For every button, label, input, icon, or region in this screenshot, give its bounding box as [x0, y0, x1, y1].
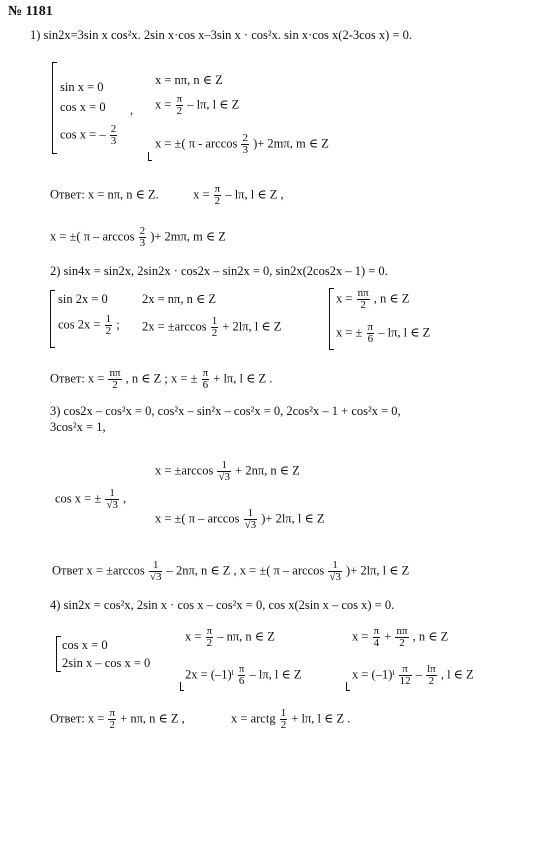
fraction-numerator: 1: [149, 560, 163, 572]
part3-lhs-comma: ,: [123, 491, 127, 506]
part1-result-row3-lhs: x = ±( π - arccos: [155, 136, 238, 151]
part3-result-row2-lhs: x = ±( π – arccos: [155, 511, 240, 526]
part2-answer-fraction1: [108, 368, 121, 391]
fraction-denominator: 2: [428, 675, 435, 687]
fraction-denominator: 3: [242, 144, 248, 156]
fraction-numerator: 1: [211, 315, 218, 327]
part4-answer-b: + nπ, n ∈ Z ,: [120, 711, 185, 726]
part4-final-row1-fraction2: [395, 626, 408, 649]
part1-sys-row3-fraction: [110, 124, 118, 147]
part3-answer-fraction1: [149, 560, 163, 583]
part4-mid-row1: [185, 626, 275, 649]
part4-final-row1-fraction1: [373, 626, 381, 649]
fraction-numerator: π: [399, 664, 412, 676]
part2-final-row1: [336, 288, 409, 311]
fraction-denominator: 2: [176, 105, 183, 117]
fraction-denominator: 2: [105, 325, 112, 337]
part4-final-row1-rhs: , n ∈ Z: [412, 629, 449, 644]
part3-result-row1-fraction: [217, 460, 231, 483]
fraction-denominator: 6: [367, 333, 374, 345]
part1-equation-line: 1) sin2x=3sin x cos²x. 2sin x·cos x–3sin x · cos²x. sin x·cos x(2-3cos x) = 0.: [30, 28, 412, 42]
fraction-numerator: 1: [105, 488, 119, 500]
fraction-numerator: 1: [328, 560, 342, 572]
fraction-denominator: √3: [218, 471, 231, 483]
part4-answer-line: [50, 708, 350, 731]
part4-mid-row1-lhs: x =: [185, 629, 202, 644]
part3-lhs: [55, 488, 126, 511]
fraction-denominator: 2: [214, 195, 221, 207]
part4-final-row1-lhs: x =: [352, 629, 369, 644]
part2-answer-b: , n ∈ Z ; x = ±: [125, 371, 198, 386]
fraction-numerator: π: [109, 707, 116, 719]
fraction-numerator: 2: [139, 225, 146, 237]
fraction-numerator: π: [202, 367, 209, 379]
part2-mid-row2-lhs: 2x = ±arccos: [142, 319, 207, 334]
fraction-numerator: 2: [242, 132, 248, 144]
part1-result-row2-lhs: x =: [155, 97, 172, 112]
part2-final-row2: [336, 322, 430, 345]
part3-result-row2-fraction: [244, 508, 258, 531]
fraction-denominator: 6: [238, 675, 245, 687]
part4-answer-fraction2: [280, 708, 288, 731]
part1-system-bracket: [52, 62, 57, 154]
part4-mid-row1-rhs: – nπ, n ∈ Z: [217, 629, 275, 644]
part3-answer-c: )+ 2lπ, l ∈ Z: [346, 563, 410, 578]
fraction-denominator: 2: [211, 327, 218, 339]
fraction-denominator: √3: [329, 571, 341, 583]
part4-mid-bracket-tick: [180, 682, 184, 691]
part1-answer-fraction: [214, 184, 222, 207]
part2-answer-c: + lπ, l ∈ Z .: [213, 371, 273, 386]
fraction-numerator: 1: [105, 313, 112, 325]
part3-lhs-a: cos x = ±: [55, 491, 102, 506]
fraction-denominator: 4: [373, 637, 380, 649]
part4-sys-row1: cos x = 0: [62, 638, 108, 652]
part2-mid-row2-rhs: + 2lπ, l ∈ Z: [222, 319, 282, 334]
fraction-numerator: nπ: [109, 367, 121, 379]
part3-lhs-fraction: [105, 488, 119, 511]
part3-answer-line: [52, 560, 409, 583]
part4-answer-fraction1: [108, 708, 116, 731]
part4-final-row2-rhs: , l ∈ Z: [440, 667, 474, 682]
part4-answer-c: x = arctg: [231, 711, 276, 726]
fraction-denominator: 3: [110, 135, 117, 147]
part3-answer-fraction2: [328, 560, 342, 583]
part2-answer-fraction2: [202, 368, 210, 391]
fraction-denominator: 2: [399, 637, 405, 649]
part3-result-row2-rhs: )+ 2lπ, l ∈ Z: [261, 511, 325, 526]
part4-system-bracket: [56, 636, 61, 672]
part4-mid-row2-rhs: – lπ, l ∈ Z: [249, 667, 302, 682]
part1-result-bracket-tick: [148, 152, 152, 161]
part4-final-row1-plus: +: [384, 629, 392, 644]
fraction-denominator: 6: [202, 379, 209, 391]
part2-system-bracket: [50, 290, 55, 348]
part4-answer-d: + lπ, l ∈ Z .: [291, 711, 351, 726]
part4-equation-line: 4) sin2x = cos²x, 2sin x · cos x – cos²x = 0, cos x(2sin x – cos x) = 0.: [50, 598, 395, 612]
part2-answer-a: Ответ: x =: [50, 371, 105, 386]
part4-final-bracket-tick: [346, 682, 350, 691]
fraction-denominator: 2: [280, 719, 287, 731]
part1-result-row2-rhs: – lπ, l ∈ Z: [187, 97, 240, 112]
part2-answer-line: [50, 368, 272, 391]
part1-answer-c: – lπ, l ∈ Z ,: [225, 187, 284, 202]
part1-result-row2: [155, 94, 239, 117]
problem-number: № 1181: [8, 4, 53, 19]
part3-result-row1: [155, 460, 300, 483]
fraction-numerator: π: [176, 93, 183, 105]
part3-answer-a: Ответ x = ±arccos: [52, 563, 145, 578]
part3-answer-b: – 2nπ, n ∈ Z , x = ±( π – arccos: [166, 563, 325, 578]
fraction-denominator: 3: [139, 237, 146, 249]
fraction-numerator: 1: [244, 508, 258, 520]
part1-result-row2-fraction: [176, 94, 184, 117]
part1-answer2-fraction: [139, 226, 147, 249]
part4-sys-row2: 2sin x – cos x = 0: [62, 656, 151, 670]
fraction-denominator: 2: [109, 719, 116, 731]
fraction-numerator: π: [214, 183, 221, 195]
fraction-numerator: lπ: [427, 663, 436, 675]
fraction-denominator: 2: [112, 379, 118, 391]
fraction-denominator: √3: [149, 571, 162, 583]
fraction-denominator: 12: [399, 675, 411, 687]
part2-mid-row2: [142, 316, 281, 339]
fraction-numerator: nπ: [396, 625, 408, 637]
part3-result-row2: [155, 508, 324, 531]
part4-mid-row1-fraction: [206, 626, 214, 649]
part2-sys-row1: sin 2x = 0: [58, 292, 108, 306]
part4-final-row2-fraction1: [399, 664, 412, 687]
part1-answer2-lhs: x = ±( π – arccos: [50, 229, 135, 244]
part2-equation-line: 2) sin4x = sin2x, 2sin2x · cos2x – sin2x = 0, sin2x(2cos2x – 1) = 0.: [50, 264, 388, 278]
part3-result-row1-rhs: + 2nπ, n ∈ Z: [235, 463, 300, 478]
part1-answer-line1: [50, 184, 284, 207]
part1-result-row3-fraction: [241, 133, 249, 156]
fraction-numerator: 1: [217, 460, 231, 472]
part1-sys-row2: cos x = 0: [60, 100, 106, 114]
part4-mid-row2-lhs: 2x = (–1)ˡ: [185, 667, 234, 682]
part3-equation-line1: 3) cos2x – cos²x = 0, cos²x – sin²x – cos²x = 0, 2cos²x – 1 + cos²x = 0,: [50, 404, 401, 418]
part2-final-row1-lhs: x =: [336, 291, 353, 306]
part1-sys-row1: sin x = 0: [60, 80, 104, 94]
fraction-numerator: π: [238, 663, 245, 675]
part4-final-row2-minus: –: [415, 667, 422, 682]
fraction-numerator: π: [373, 625, 380, 637]
part4-mid-row2-fraction: [238, 664, 246, 687]
part4-final-row2-lhs: x = (–1)ˡ: [352, 667, 395, 682]
part2-sys-row2-fraction: [105, 314, 113, 337]
fraction-denominator: 2: [206, 637, 213, 649]
part1-result-row3: [155, 133, 329, 156]
part4-mid-row2: [185, 664, 302, 687]
part1-answer-line2: [50, 226, 226, 249]
part2-mid-row2-fraction: [211, 316, 219, 339]
part1-sys-row3: [60, 124, 118, 147]
part3-equation-line2: 3cos²x = 1,: [50, 420, 106, 434]
part2-final-bracket: [329, 288, 334, 350]
part1-sys-row3-lhs: cos x = –: [60, 127, 106, 142]
part4-final-row2-fraction2: [426, 664, 437, 687]
fraction-denominator: √3: [106, 499, 118, 511]
part2-mid-row1: 2x = nπ, n ∈ Z: [142, 292, 216, 306]
fraction-denominator: 2: [360, 299, 366, 311]
fraction-numerator: 2: [110, 123, 117, 135]
part4-final-row1: [352, 626, 448, 649]
part2-final-row2-rhs: – lπ, l ∈ Z: [378, 325, 431, 340]
part2-final-row2-lhs: x = ±: [336, 325, 363, 340]
part3-result-row1-lhs: x = ±arccos: [155, 463, 214, 478]
part2-sys-row2-lhs: cos 2x =: [58, 317, 101, 332]
fraction-numerator: 1: [280, 707, 287, 719]
fraction-numerator: π: [367, 321, 374, 333]
part2-sys-row2-semicolon: ;: [116, 317, 120, 332]
fraction-numerator: π: [206, 625, 213, 637]
part2-sys-row2: [58, 314, 120, 337]
part1-result-row3-rhs: )+ 2mπ, m ∈ Z: [253, 136, 329, 151]
part4-final-row2: [352, 664, 474, 687]
part2-final-row1-rhs: , n ∈ Z: [373, 291, 410, 306]
part1-answer-b: x =: [193, 187, 210, 202]
fraction-denominator: √3: [244, 519, 257, 531]
part1-answer-a: Ответ: x = nπ, n ∈ Z.: [50, 187, 159, 202]
fraction-numerator: nπ: [357, 287, 369, 299]
part2-final-row1-fraction: [357, 288, 370, 311]
part4-answer-a: Ответ: x =: [50, 711, 105, 726]
part1-answer2-rhs: )+ 2mπ, m ∈ Z: [150, 229, 226, 244]
part2-final-row2-fraction: [367, 322, 375, 345]
part1-sys-comma: ,: [130, 103, 134, 117]
part1-result-row1: x = nπ, n ∈ Z: [155, 73, 223, 87]
